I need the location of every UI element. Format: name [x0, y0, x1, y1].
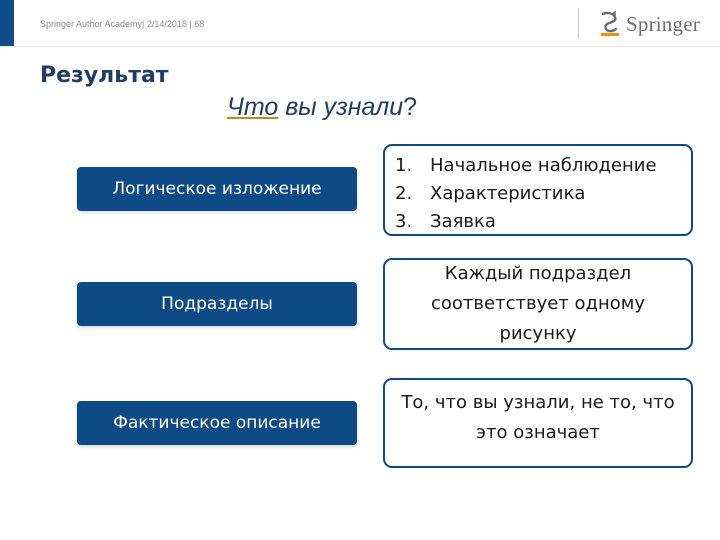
subtitle-question-mark: ? [403, 93, 418, 121]
content-box-steps [383, 144, 693, 236]
header-bar [0, 0, 720, 47]
list-item-number: 1. [395, 155, 413, 176]
steps-list [395, 152, 683, 236]
list-item-number: 2. [395, 183, 413, 204]
subtitle [227, 93, 417, 122]
subtitle-rest: вы узнали [278, 93, 404, 121]
subtitle-underlined-word: Что [227, 93, 279, 121]
list-item [395, 152, 683, 180]
header-divider [578, 8, 579, 38]
label-box-factual: Фактическое описание [77, 401, 357, 445]
label-box-logical: Логическое изложение [77, 167, 357, 211]
page-title: Результат [40, 63, 169, 88]
springer-logo [598, 10, 700, 38]
content-box-subsections: Каждый подраздел соответствует одному рисунку [383, 258, 693, 350]
list-item-text: Начальное наблюдение [430, 155, 657, 176]
springer-horse-icon [598, 11, 622, 37]
list-item-number: 3. [395, 211, 413, 232]
logo-text: Springer [626, 11, 700, 36]
header-meta-text: Springer Author Academy| 2/14/2018 | 68 [40, 19, 205, 29]
list-item-text: Характеристика [430, 183, 586, 204]
content-box-factual: То, что вы узнали, не то, что это означает [383, 378, 693, 468]
list-item-text: Заявка [430, 211, 496, 232]
label-box-subsections: Подразделы [77, 282, 357, 326]
list-item [395, 180, 683, 208]
header-accent-stripe [0, 0, 14, 46]
list-item [395, 208, 683, 236]
